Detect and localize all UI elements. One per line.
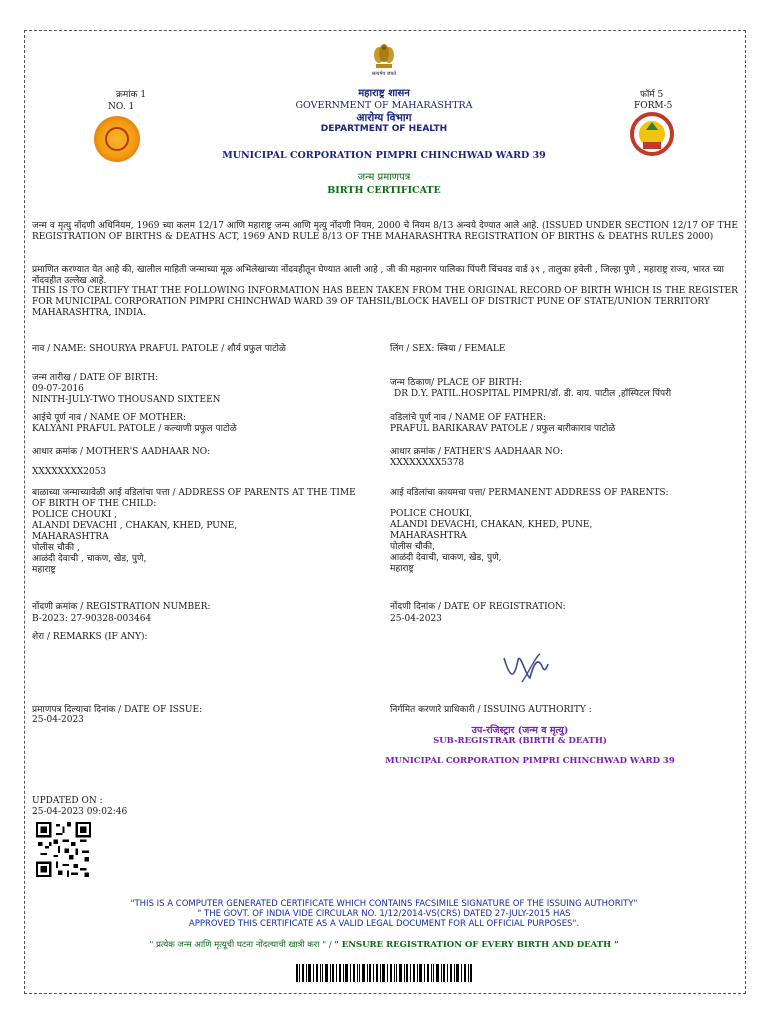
department-title-marathi: आरोग्य विभाग: [356, 112, 412, 124]
authority-signature-image: [500, 648, 552, 688]
birth-address-label: बाळाच्या जन्माच्यावेळी आई वडिलांचा पत्ता / ADDRESS OF PARENTS AT THE TIME OF BIRTH OF THE CHILD:: [32, 488, 356, 509]
issue-date-label: प्रमाणपत्र दिल्याचा दिनांक / DATE OF ISSUE:: [32, 705, 203, 715]
footer-slogan: [60, 940, 708, 951]
qr-code-image: [36, 822, 91, 877]
legal-section-paragraph: जन्म व मृत्यु नोंदणी अधिनियम, 1969 च्या कलम 12/17 आणि महाराष्ट्र जन्म आणि मृत्यु नोंदणी नियम, 2000 चे नियम 8/13 अन्वये देण्यात आले आहे. (ISSUED UNDER SECTION 12/17 OF THE REGISTRATION OF BIRTHS & DEATHS ACT, 1969 AND RULE 8/13 OF THE MAHARASHTRA REGISTRATION OF BIRTHS & DEATHS RULES 2000): [32, 221, 738, 242]
dob-value: 09-07-2016: [32, 384, 84, 394]
mother-name-value: KALYANI PRAFUL PATOLE / कल्याणी प्रफुल पाटोळे: [32, 424, 237, 434]
authority-title-marathi: उप-रजिस्ट्रार (जन्म व मृत्यु): [471, 725, 569, 736]
issue-date-value: 25-04-2023: [32, 715, 84, 725]
footer-notice-line-3: APPROVED THIS CERTIFICATE AS A VALID LEGAL DOCUMENT FOR ALL OFFICIAL PURPOSES".: [188, 919, 580, 929]
authority-corporation: MUNICIPAL CORPORATION PIMPRI CHINCHWAD WARD 39: [385, 756, 675, 766]
mother-aadhaar-label: आधार क्रमांक / MOTHER'S AADHAAR NO:: [32, 447, 211, 457]
department-title: DEPARTMENT OF HEALTH: [320, 124, 448, 134]
child-sex: लिंग / SEX: स्त्रिया / FEMALE: [390, 344, 506, 354]
pob-value: DR D.Y. PATIL.HOSPITAL PIMPRI/डॉ. डी. वाय. पाटील ,हॉस्पिटल पिंपरी: [394, 389, 672, 399]
mother-name-label: आईचे पूर्ण नाव / NAME OF MOTHER:: [32, 413, 187, 423]
registration-date-label: नोंदणी दिनांक / DATE OF REGISTRATION:: [390, 602, 566, 612]
remarks-label: शेरा / REMARKS (IF ANY):: [32, 632, 148, 642]
emblem-motto: सत्यमेव जयते: [371, 71, 397, 77]
serial-number: NO. 1: [108, 102, 135, 112]
certificate-title-marathi: जन्म प्रमाणपत्र: [357, 172, 411, 183]
birth-address-value: POLICE CHOUKI , ALANDI DEVACHI , CHAKAN, KHED, PUNE, MAHARASHTRA पोलीस चौकी , आळंदी देवाची , चाकण, खेड, पुणे, महाराष्ट्र: [32, 510, 238, 575]
certification-paragraph-marathi: प्रमाणित करण्यात येत आहे की, खालील माहिती जन्माच्या मूळ अभिलेखाच्या नोंदवहीतून घेण्यात आली आहे , जी की महानगर पालिका पिंपरी चिंचवड वार्ड ३९ , तालुका हवेली , जिल्हा पुणे , महाराष्ट्र राज्य, भारत च्या नोंदवहीत उल्लेख आहे.: [32, 265, 724, 286]
footer-slogan-marathi: " प्रत्येक जन्म आणि मृत्यूची घटना नोंदल्याची खात्री करा " /: [149, 940, 332, 950]
serial-number-marathi: क्रमांक 1: [116, 90, 147, 100]
dob-label: जन्म तारीख / DATE OF BIRTH:: [32, 373, 159, 383]
government-title-marathi: महाराष्ट्र शासन: [358, 88, 410, 99]
issuing-authority-label: निर्गमित करणारे प्राधिकारी / ISSUING AUTHORITY :: [390, 705, 592, 715]
father-aadhaar-value: XXXXXXXX5378: [390, 458, 465, 468]
updated-on-label: UPDATED ON :: [32, 796, 103, 806]
certification-paragraph: THIS IS TO CERTIFY THAT THE FOLLOWING INFORMATION HAS BEEN TAKEN FROM THE ORIGINAL RECORD OF BIRTH WHICH IS THE REGISTER FOR MUNICIPAL CORPORATION PIMPRI CHINCHWAD WARD 39 OF TAHSIL/BLOCK HAVELI OF DISTRICT PUNE OF STATE/UNION TERRITORY MAHARASHTRA, INDIA.: [32, 286, 738, 318]
footer-notice-line-2: " THE GOVT. OF INDIA VIDE CIRCULAR NO. 1/12/2014-VS(CRS) DATED 27-JULY-2015 HAS: [197, 909, 571, 919]
pob-label: जन्म ठिकाण/ PLACE OF BIRTH:: [390, 378, 522, 388]
registration-date-value: 25-04-2023: [390, 614, 442, 624]
dob-words: NINTH-JULY-TWO THOUSAND SIXTEEN: [32, 395, 221, 405]
government-title: GOVERNMENT OF MAHARASHTRA: [295, 100, 473, 111]
registration-number-label: नोंदणी क्रमांक / REGISTRATION NUMBER:: [32, 602, 211, 612]
footer-notice-line-1: "THIS IS A COMPUTER GENERATED CERTIFICATE WHICH CONTAINS FACSIMILE SIGNATURE OF THE ISSUING AUTHORITY": [130, 899, 638, 909]
form-number: FORM-5: [634, 101, 673, 111]
father-name-label: वडिलांचे पूर्ण नाव / NAME OF FATHER:: [390, 413, 546, 423]
updated-on-value: 25-04-2023 09:02:46: [32, 807, 128, 817]
registration-number-value: B-2023: 27-90328-003464: [32, 614, 152, 624]
certificate-title: BIRTH CERTIFICATE: [327, 185, 441, 196]
father-name-value: PRAFUL BARIKARAV PATOLE / प्रफुल बारीकाराव पाटोळे: [390, 424, 616, 434]
corporation-title: MUNICIPAL CORPORATION PIMPRI CHINCHWAD WARD 39: [222, 150, 546, 161]
footer-slogan-english: " ENSURE REGISTRATION OF EVERY BIRTH AND DEATH ": [334, 940, 619, 950]
form-number-marathi: फॉर्म 5: [640, 90, 664, 100]
authority-title: SUB-REGISTRAR (BIRTH & DEATH): [433, 736, 607, 746]
permanent-address-label: आई वडिलांचा कायमचा पत्ता/ PERMANENT ADDRESS OF PARENTS:: [390, 488, 669, 498]
child-name: नाव / NAME: SHOURYA PRAFUL PATOLE / शौर्य प्रफुल पाटोळे: [32, 344, 286, 354]
mother-aadhaar-value: XXXXXXXX2053: [32, 467, 107, 477]
father-aadhaar-label: आधार क्रमांक / FATHER'S AADHAAR NO:: [390, 447, 564, 457]
barcode-image: [296, 964, 472, 982]
permanent-address-value: POLICE CHOUKI, ALANDI DEVACHI, CHAKAN, KHED, PUNE, MAHARASHTRA पोलीस चौकी, आळंदी देवाची, चाकण, खेड, पुणे, महाराष्ट्र: [390, 509, 593, 574]
national-emblem-icon: [368, 44, 400, 70]
